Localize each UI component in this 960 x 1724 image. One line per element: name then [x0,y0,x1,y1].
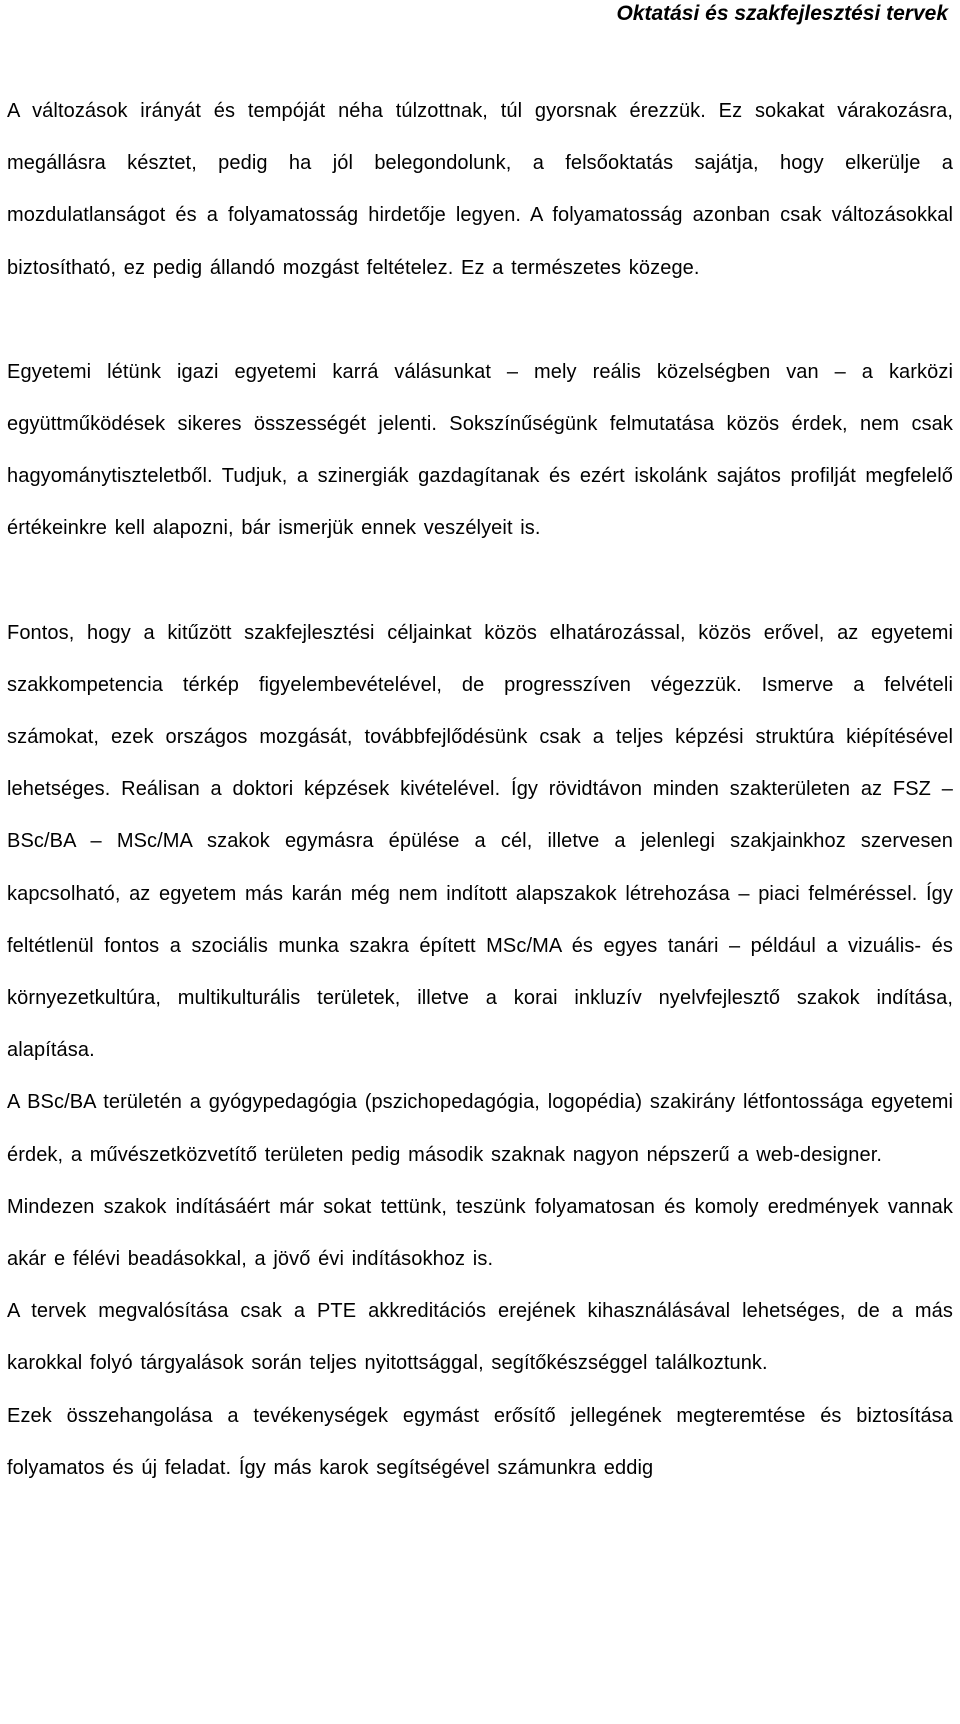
paragraph-changes: A változások irányát és tempóját néha túlzottnak, túl gyorsnak érezzük. Ez sokakat várakozásra, megállásra késztet, pedig ha jól belegondolunk, a felsőoktatás sajátja, hogy elkerülje a mozdulatlanságot és a folyamatosság hirdetője legyen. A folyamatosság azonban csak változásokkal biztosítható, ez pedig állandó mozgást feltételez. Ez a természetes közege. [7,100,953,279]
paragraph-pte-accreditation: A tervek megvalósítása csak a PTE akkreditációs erejének kihasználásával lehetséges, de a más karokkal folyó tárgyalások során teljes nyitottsággal, segítőkészséggel találkoztunk. [7,1300,953,1375]
paragraph-bsc-ba: A BSc/BA területén a gyógypedagógia (pszichopedagógia, logopédia) szakirány létfontossága egyetemi érdek, a művészetközvetítő területen pedig második szaknak nagyon népszerű a web-designer. [7,1091,953,1166]
page-header-title: Oktatási és szakfejlesztési tervek [616,2,948,25]
paragraph-launches: Mindezen szakok indításáért már sokat tettünk, teszünk folyamatosan és komoly eredmények vannak akár e félévi beadásokkal, a jövő évi indításokhoz is. [7,1195,953,1271]
paragraph-coordination: Ezek összehangolása a tevékenységek egymást erősítő jellegének megteremtése és biztosítása folyamatos és új feladat. Így más karok segítségével számunkra eddig [7,1404,953,1479]
paragraph-university-status: Egyetemi létünk igazi egyetemi karrá válásunkat – mely reális közelségben van – a karközi együttműködések sikeres összességét jelenti. Sokszínűségünk felmutatása közös érdek, nem csak hagyománytiszteletből. Tudjuk, a szinergiák gazdagítanak és ezért iskolánk sajátos profilját megfelelő értékeinkre kell alapozni, bár ismerjük ennek veszélyeit is. [7,360,953,540]
paragraph-development-goals: Fontos, hogy a kitűzött szakfejlesztési céljainkat közös elhatározással, közös erővel, az egyetemi szakkompetencia térkép figyelembevételével, de progresszíven végezzük. Ismerve a felvételi számokat, ezek országos mozgását, továbbfejlődésünk csak a teljes képzési struktúra kiépítésével lehetséges. Reálisan a doktori képzések kivételével. Így rövidtávon minden szakterületen az FSZ – BSc/BA – MSc/MA szakok egymásra épülése a cél, illetve a jelenlegi szakjainkhoz szervesen kapcsolható, az egyetem más karán még nem indított alapszakok létrehozása – piaci felméréssel. Így feltétlenül fontos a szociális munka szakra épített MSc/MA és egyes tanári – például a vizuális- és környezetkultúra, multikulturális területek, illetve a korai inkluzív nyelvfejlesztő szakok indítása, alapítása. [7,621,953,1062]
